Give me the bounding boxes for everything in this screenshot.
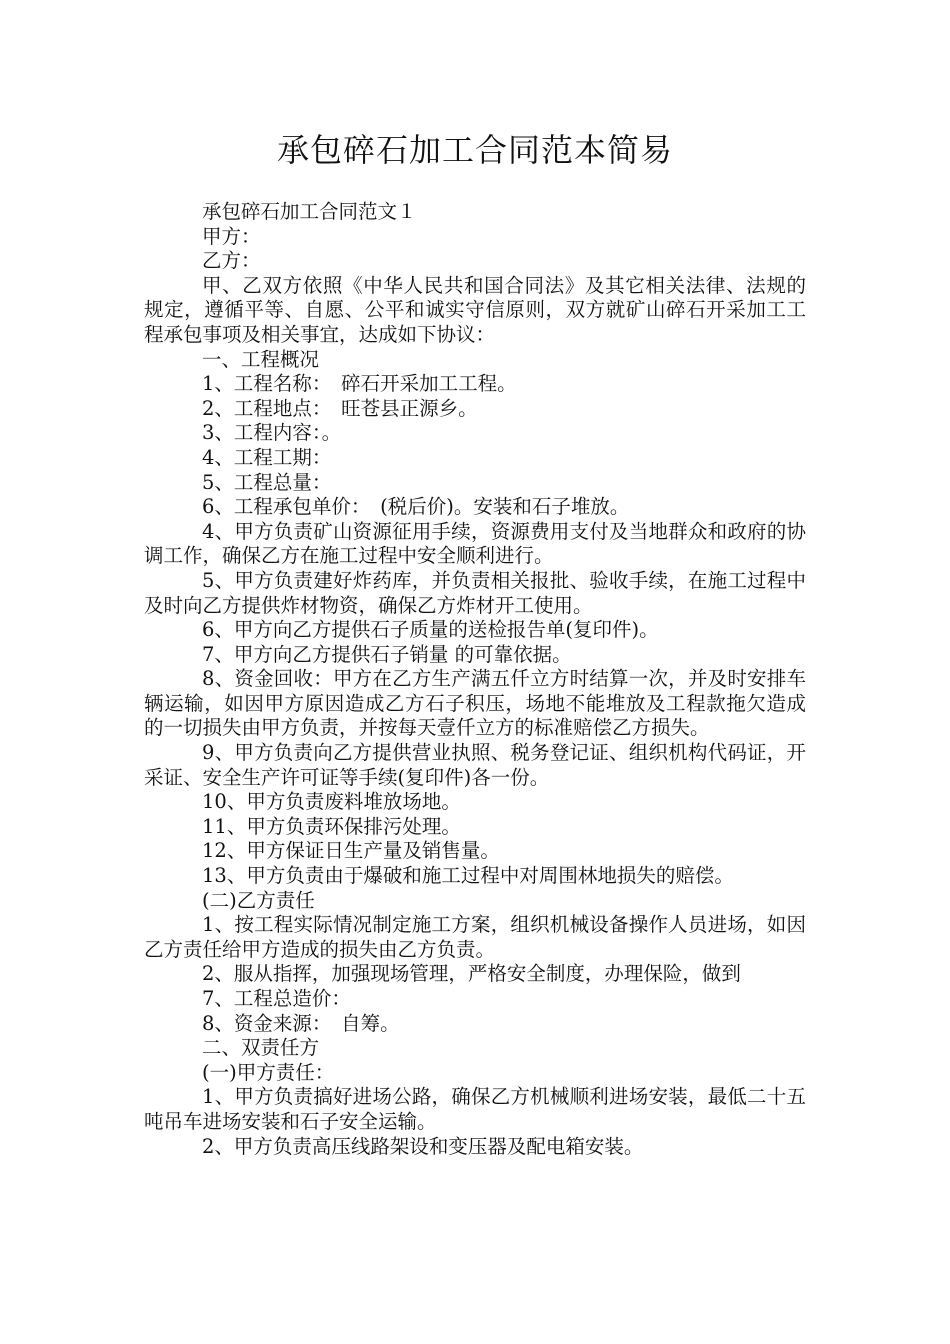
paragraph: (二)乙方责任 [202, 888, 315, 912]
paragraph: 乙方： [202, 249, 261, 273]
paragraph: 4、工程工期： [202, 445, 332, 469]
paragraph: 一、工程概况 [202, 347, 320, 371]
paragraph: 6、甲方向乙方提供石子质量的送检报告单(复印件)。 [202, 618, 659, 642]
paragraph: 3、工程内容：。 [202, 421, 342, 445]
paragraph: 5、工程总量： [202, 470, 332, 494]
paragraph: (一)甲方责任： [202, 1060, 335, 1084]
paragraph: 1、工程名称： 碎石开采加工工程。 [202, 372, 517, 396]
paragraph: 2、工程地点： 旺苍县正源乡。 [202, 396, 478, 420]
paragraph: 10、甲方负责废料堆放场地。 [202, 790, 461, 814]
paragraph: 二、双责任方 [202, 1036, 320, 1060]
paragraph: 13、甲方负责由于爆破和施工过程中对周围林地损失的赔偿。 [202, 864, 734, 888]
paragraph: 承包碎石加工合同范文１ [202, 200, 417, 223]
paragraph: 甲方： [202, 224, 261, 248]
document-title: 承包碎石加工合同范本简易 [276, 131, 673, 169]
paragraph: 2、甲方负责高压线路架设和变压器及配电箱安装。 [202, 1134, 644, 1158]
paragraph: 9、甲方负责向乙方提供营业执照、税务登记证、组织机构代码证，开采证、安全生产许可证等手续(复印件)各一份。 [144, 741, 806, 789]
paragraph: 1、甲方负责搞好进场公路，确保乙方机械顺利进场安装，最低二十五吨吊车进场安装和石子安全运输。 [144, 1085, 806, 1133]
paragraph: 8、资金回收：甲方在乙方生产满五仟立方时结算一次，并及时安排车辆运输，如因甲方原因造成乙方石子积压，场地不能堆放及工程款拖欠造成的一切损失由甲方负责，并按每天壹仟立方的标准赔偿乙方损失。 [144, 667, 806, 740]
paragraph: 4、甲方负责矿山资源征用手续，资源费用支付及当地群众和政府的协调工作，确保乙方在施工过程中安全顺利进行。 [144, 519, 806, 568]
paragraph: 12、甲方保证日生产量及销售量。 [202, 839, 500, 863]
paragraph: 8、资金来源： 自筹。 [202, 1011, 400, 1035]
paragraph: 2、服从指挥，加强现场管理，严格安全制度，办理保险，做到 [202, 962, 741, 986]
paragraph: 5、甲方负责建好炸药库，并负责相关报批、验收手续，在施工过程中及时向乙方提供炸材物资，确保乙方炸材开工使用。 [144, 568, 806, 617]
paragraph: 7、甲方向乙方提供石子销量 的可靠依据。 [202, 642, 572, 666]
paragraph: 6、工程承包单价： (税后价)。安装和石子堆放。 [202, 495, 630, 519]
paragraph: 甲、乙双方依照《中华人民共和国合同法》及其它相关法律、法规的规定，遵循平等、自愿、公平和诚实守信原则，双方就矿山碎石开采加工工程承包事项及相关事宜，达成如下协议： [144, 273, 806, 346]
paragraph: 1、按工程实际情况制定施工方案，组织机械设备操作人员进场，如因乙方责任给甲方造成的损失由乙方负责。 [144, 913, 806, 961]
paragraph: 7、工程总造价： [202, 987, 351, 1010]
document-body [144, 200, 806, 1159]
paragraph: 11、甲方负责环保排污处理。 [202, 814, 461, 838]
